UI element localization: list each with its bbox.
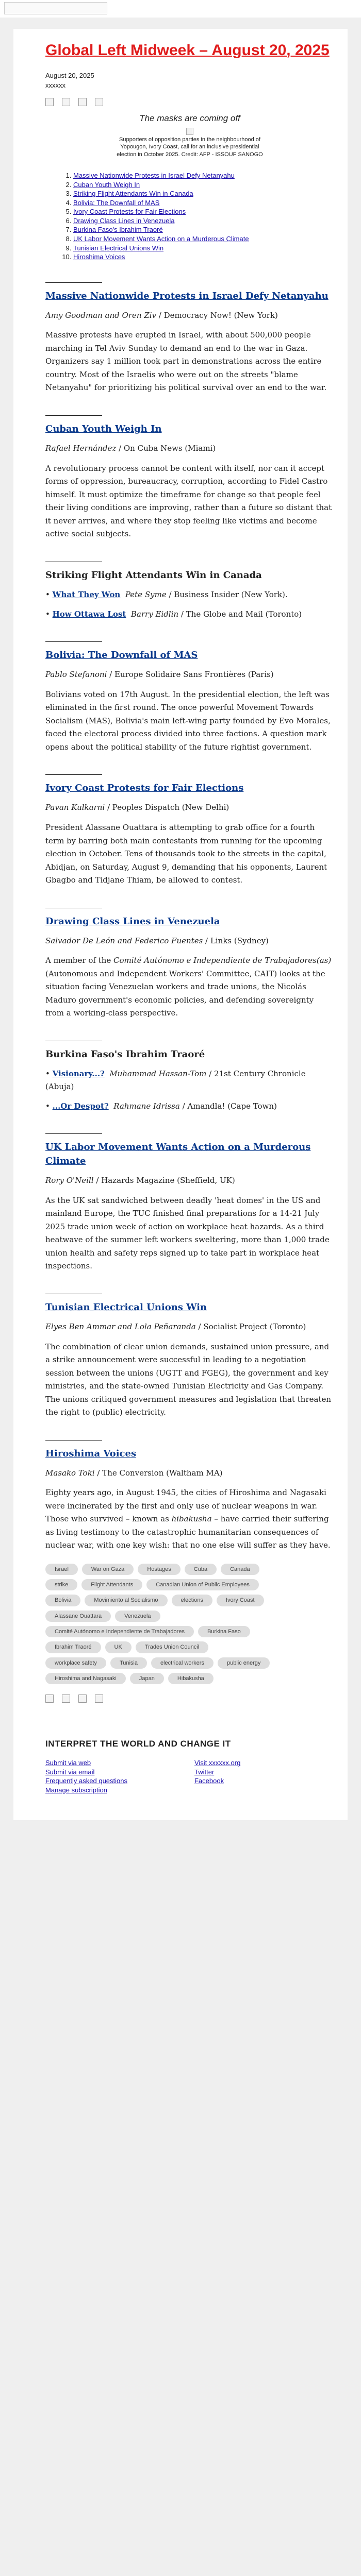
article-headline: Burkina Faso's Ibrahim Traoré [45, 1048, 205, 1060]
article-headline [45, 422, 334, 436]
facebook-icon[interactable] [45, 98, 54, 106]
article-headline [45, 781, 334, 795]
tag[interactable]: UK [105, 1641, 132, 1653]
article-author: Pete Syme [125, 589, 167, 599]
article-headline: Striking Flight Attendants Win in Canada [45, 569, 262, 581]
tag[interactable]: elections [172, 1595, 212, 1606]
article-byline [45, 1467, 334, 1480]
tag[interactable]: Hostages [138, 1564, 180, 1575]
article-source: / 21st Century Chronicle (Abuja) [45, 1069, 306, 1091]
toc-item[interactable] [73, 234, 334, 244]
article-source: / Amandla! (Cape Town) [179, 1101, 277, 1111]
article-author: Rahmane Idrissa [113, 1101, 180, 1111]
article-ivory-coast [45, 774, 334, 887]
body-text-suffix: – have carried their suffering as living testimony to the catastrophic humanitarian consequences of nuclear war, with one key wish: that no one else will suffer as they have. [45, 1514, 331, 1550]
article-source: / Business Insider (New York). [166, 589, 288, 599]
footer-link-faq[interactable]: Frequently asked questions [45, 1777, 127, 1785]
broken-image-icon [186, 128, 193, 135]
tag[interactable]: Venezuela [115, 1611, 160, 1622]
article-link-what-they-won[interactable]: What They Won [52, 589, 121, 599]
article-headline-link[interactable]: UK Labor Movement Wants Action on a Murderous Climate [45, 1142, 311, 1167]
article-byline [45, 935, 334, 947]
share-icons-top [45, 98, 334, 106]
tag[interactable]: Burkina Faso [198, 1626, 250, 1637]
tag[interactable]: Canadian Union of Public Employees [146, 1579, 259, 1590]
article-uk-labor [45, 1133, 334, 1273]
article-canada [45, 562, 334, 621]
article-source: / Links (Sydney) [203, 936, 269, 945]
article-headline-link[interactable]: Massive Nationwide Protests in Israel Defy Netanyahu [45, 290, 329, 301]
article-source: / Peoples Dispatch (New Delhi) [105, 803, 229, 812]
footer-link-submit-email[interactable]: Submit via email [45, 1768, 95, 1776]
article-headline-link[interactable]: Ivory Coast Protests for Fair Elections [45, 783, 244, 794]
article-link-or-despot[interactable]: ...Or Despot? [52, 1101, 109, 1111]
toc-link[interactable]: Hiroshima Voices [73, 253, 125, 261]
tag[interactable]: Alassane Ouattara [45, 1611, 111, 1622]
toc-item[interactable] [73, 244, 334, 253]
toc-link[interactable]: Massive Nationwide Protests in Israel Defy Netanyahu [73, 172, 235, 180]
divider [45, 1133, 102, 1134]
article-headline [45, 289, 334, 303]
toc-link[interactable]: Burkina Faso's Ibrahim Traoré [73, 226, 163, 234]
facebook-icon[interactable] [45, 1694, 54, 1703]
list-item: • ...Or Despot? Rahmane Idrissa / Amandla! (Cape Town) [45, 1101, 277, 1111]
article-cuba [45, 415, 334, 541]
footer-link-facebook[interactable]: Facebook [194, 1777, 224, 1785]
tag[interactable]: strike [45, 1579, 77, 1590]
article-headline [45, 648, 334, 662]
article-link-how-ottawa-lost[interactable]: How Ottawa Lost [52, 609, 126, 619]
article-author: Elyes Ben Ammar and Lola Peñaranda [45, 1321, 196, 1331]
twitter-icon[interactable] [62, 1694, 70, 1703]
article-author: Muhammad Hassan-Tom [109, 1069, 207, 1078]
toc-link[interactable]: Bolivia: The Downfall of MAS [73, 198, 160, 207]
toc-item[interactable] [73, 225, 334, 234]
toc-item[interactable] [73, 252, 334, 262]
article-author: Salvador De León and Federico Fuentes [45, 936, 203, 945]
toc-item[interactable] [73, 207, 334, 216]
cover-caption: The masks are coming off [139, 113, 240, 123]
article-source: / Europe Solidaire Sans Frontières (Paris) [107, 670, 274, 680]
tag[interactable]: workplace safety [45, 1657, 106, 1669]
whatsapp-icon[interactable] [78, 1694, 87, 1703]
toc-link[interactable]: Drawing Class Lines in Venezuela [73, 216, 175, 225]
article-headline-link[interactable]: Cuban Youth Weigh In [45, 423, 162, 434]
twitter-icon[interactable] [62, 98, 70, 106]
article-author: Rafael Hernández [45, 443, 117, 453]
article-byline [45, 442, 334, 455]
toc-link[interactable]: Ivory Coast Protests for Fair Elections [73, 208, 186, 216]
divider [45, 641, 102, 642]
body-text-italic: hibakusha [171, 1514, 212, 1524]
article-headline-link[interactable]: Hiroshima Voices [45, 1448, 137, 1459]
tag[interactable]: Bolivia [45, 1595, 80, 1606]
article-byline [45, 801, 334, 814]
article-tunisia [45, 1294, 334, 1419]
divider [45, 415, 102, 416]
article-body [45, 1486, 334, 1552]
email-background [0, 18, 361, 2576]
tag[interactable]: Movimiento al Socialismo [85, 1595, 167, 1606]
header-logo-image [4, 2, 107, 14]
article-author: Amy Goodman and Oren Ziv [45, 310, 156, 320]
newsletter-date: August 20, 2025 [45, 71, 94, 79]
toc-item[interactable] [73, 180, 334, 190]
tag-list [45, 1564, 272, 1684]
tag[interactable]: Cuba [185, 1564, 217, 1575]
article-author: Rory O'Neill [45, 1176, 94, 1185]
article-source: / Hazards Magazine (Sheffield, UK) [93, 1176, 235, 1185]
toc-link[interactable]: UK Labor Movement Wants Action on a Murderous Climate [73, 234, 249, 243]
tag[interactable]: Trades Union Council [136, 1641, 208, 1653]
list-item: • What They Won Pete Syme / Business Insider (New York). [45, 589, 288, 599]
article-author: Masako Toki [45, 1468, 95, 1478]
article-source: / The Conversion (Waltham MA) [94, 1468, 223, 1478]
tag[interactable]: Canada [221, 1564, 259, 1575]
tag[interactable]: Tunisia [110, 1657, 147, 1669]
share-icons-bottom [45, 1694, 334, 1703]
tag[interactable]: Flight Attendants [81, 1579, 142, 1590]
divider [45, 282, 102, 283]
tag[interactable]: Hiroshima and Nagasaki [45, 1673, 126, 1684]
article-body: President Alassane Ouattara is attempting to grab office for a fourth term by barring both main contestants from running for the upcoming election in October. Tens of thousands took to the streets in the capital, Abidjan, on Saturday, August 9, demanding that his opponents, Laurent Gbagbo and Tidjane Thiam, be allowed to contest. [45, 823, 327, 885]
footer-link-manage-subscription[interactable]: Manage subscription [45, 1786, 107, 1794]
article-byline [45, 1174, 334, 1187]
tag[interactable]: electrical workers [151, 1657, 214, 1669]
article-bolivia [45, 641, 334, 754]
tag[interactable]: Comité Autónomo e Independiente de Trabajadores [45, 1626, 194, 1637]
cover-photo [115, 128, 265, 159]
article-body: Bolivians voted on 17th August. In the presidential election, the left was eliminated in the first round. The once powerful Movement Towards Socialism (MAS), Bolivia's main left-wing party founded by Evo Morales, faced the electoral process divided into three factions. A question mark opens about the political stability of the future rightist government. [45, 689, 331, 752]
newsletter-mask: xxxxxx [45, 81, 65, 90]
article-hiroshima [45, 1440, 334, 1552]
tag[interactable]: Hibakusha [168, 1673, 214, 1684]
footer-links-left [45, 1758, 127, 1794]
article-headline [45, 1140, 334, 1168]
body-text-prefix: A member of the [45, 956, 114, 965]
newsletter-title[interactable]: Global Left Midweek – August 20, 2025 [45, 42, 330, 59]
article-byline [45, 668, 334, 681]
tag[interactable]: War on Gaza [82, 1564, 134, 1575]
article-headline-link[interactable]: Tunisian Electrical Unions Win [45, 1301, 207, 1313]
article-body [45, 954, 334, 1020]
article-source: / The Globe and Mail (Toronto) [178, 609, 302, 619]
article-source: / On Cuba News (Miami) [116, 443, 216, 453]
article-headline [45, 1447, 334, 1461]
article-headline-link[interactable]: Drawing Class Lines in Venezuela [45, 916, 220, 927]
tag[interactable]: Ibrahim Traoré [45, 1641, 101, 1653]
body-text-italic: Comité Autónomo e Independiente de Trabajadores(as) [113, 956, 332, 965]
toc-item[interactable] [73, 198, 334, 208]
article-link-visionary[interactable]: Visionary...? [52, 1069, 105, 1078]
article-byline [45, 309, 334, 322]
article-author: Pavan Kulkarni [45, 803, 105, 812]
newsletter-card [13, 29, 348, 1820]
table-of-contents [45, 171, 334, 261]
email-icon[interactable] [95, 98, 103, 106]
article-author: Barry Eidlin [130, 609, 179, 619]
footer-link-twitter[interactable]: Twitter [194, 1768, 215, 1776]
top-banner [0, 0, 361, 18]
email-icon[interactable] [95, 1694, 103, 1703]
article-byline [45, 1320, 334, 1333]
body-text-suffix: (Autonomous and Independent Workers' Committee, CAIT) looks at the situation facing Venezuelan workers and trade unions, the Nicolás Maduro government's economic policies, and defending sovereignty from a working-class perspective. [45, 969, 325, 1018]
article-burkina-faso [45, 1041, 334, 1113]
cover-photo-caption: Supporters of opposition parties in the neighbourhood of Yopougon, Ivory Coast, call for an inclusive presidential election in October 2025. Credit: AFP - ISSOUF SANOGO [117, 136, 263, 158]
article-source: / Democracy Now! (New York) [156, 310, 278, 320]
toc-item[interactable] [73, 189, 334, 198]
article-headline-link[interactable]: Bolivia: The Downfall of MAS [45, 650, 198, 661]
list-item: • Visionary...? Muhammad Hassan-Tom / 21st Century Chronicle (Abuja) [45, 1069, 306, 1091]
article-headline [45, 914, 334, 928]
article-venezuela [45, 908, 334, 1020]
tag[interactable]: Israel [45, 1564, 78, 1575]
toc-item[interactable] [73, 216, 334, 226]
footer-links [45, 1758, 334, 1794]
toc-link[interactable]: Cuban Youth Weigh In [73, 180, 140, 189]
footer-links-right [194, 1758, 240, 1794]
article-israel [45, 282, 334, 395]
divider [45, 774, 102, 775]
article-author: Pablo Stefanoni [45, 670, 107, 680]
article-source: / Socialist Project (Toronto) [195, 1321, 306, 1331]
body-text-prefix: Eighty years ago, in August 1945, the cities of Hiroshima and Nagasaki were incinerated by the first and only use of nuclear weapons in war. Those who survived – known as [45, 1488, 326, 1524]
whatsapp-icon[interactable] [78, 98, 87, 106]
footer-link-submit-web[interactable]: Submit via web [45, 1759, 91, 1767]
footer-title: INTERPRET THE WORLD AND CHANGE IT [45, 1739, 231, 1749]
article-body: A revolutionary process cannot be content with itself, nor can it accept forms of oppression, bureaucracy, corruption, according to Fidel Castro himself. It must optimize the timeframe for change so that people feel their living conditions are improving, rather than a future so distant that it never arrives, and where they stop feeling like victims and become active social subjects. [45, 463, 332, 539]
article-body: As the UK sat sandwiched between deadly 'heat domes' in the US and mainland Europe, the TUC finished final preparations for a 14-21 July 2025 trade union week of action on workplace heat hazards. As a third heatwave of the summer left workers sweltering, more than 1,000 trade union health and safety reps signed up to take part in workplace heat inspections. [45, 1195, 330, 1271]
toc-link[interactable]: Striking Flight Attendants Win in Canada [73, 190, 193, 198]
tag[interactable]: Ivory Coast [217, 1595, 264, 1606]
toc-item[interactable] [73, 171, 334, 180]
footer-link-visit-site[interactable]: Visit xxxxxx.org [194, 1759, 241, 1767]
article-body: Massive protests have erupted in Israel, with about 500,000 people marching in Tel Aviv Sunday to demand an end to the war in Gaza. Organizers say 1 million took part in demonstrations across the entire country. Most of the Israelis who were out on the streets "blame Netanyahu" for prioritizing his political survival over an end to the war. [45, 330, 327, 393]
article-headline [45, 1300, 334, 1314]
article-body: The combination of clear union demands, sustained union pressure, and a strike announcement were successful in leading to a negotiation session between the unions (UGTT and FGEG), the government and key ministries, and the state-owned Tunisian Electricity and Gas Company. The unions critiqued government measures and legislation that threaten the right to (public) electricity. [45, 1342, 332, 1417]
toc-link[interactable]: Tunisian Electrical Unions Win [73, 244, 164, 252]
tag[interactable]: Japan [130, 1673, 164, 1684]
tag[interactable]: public energy [218, 1657, 270, 1669]
list-item: • How Ottawa Lost Barry Eidlin / The Globe and Mail (Toronto) [45, 609, 302, 619]
